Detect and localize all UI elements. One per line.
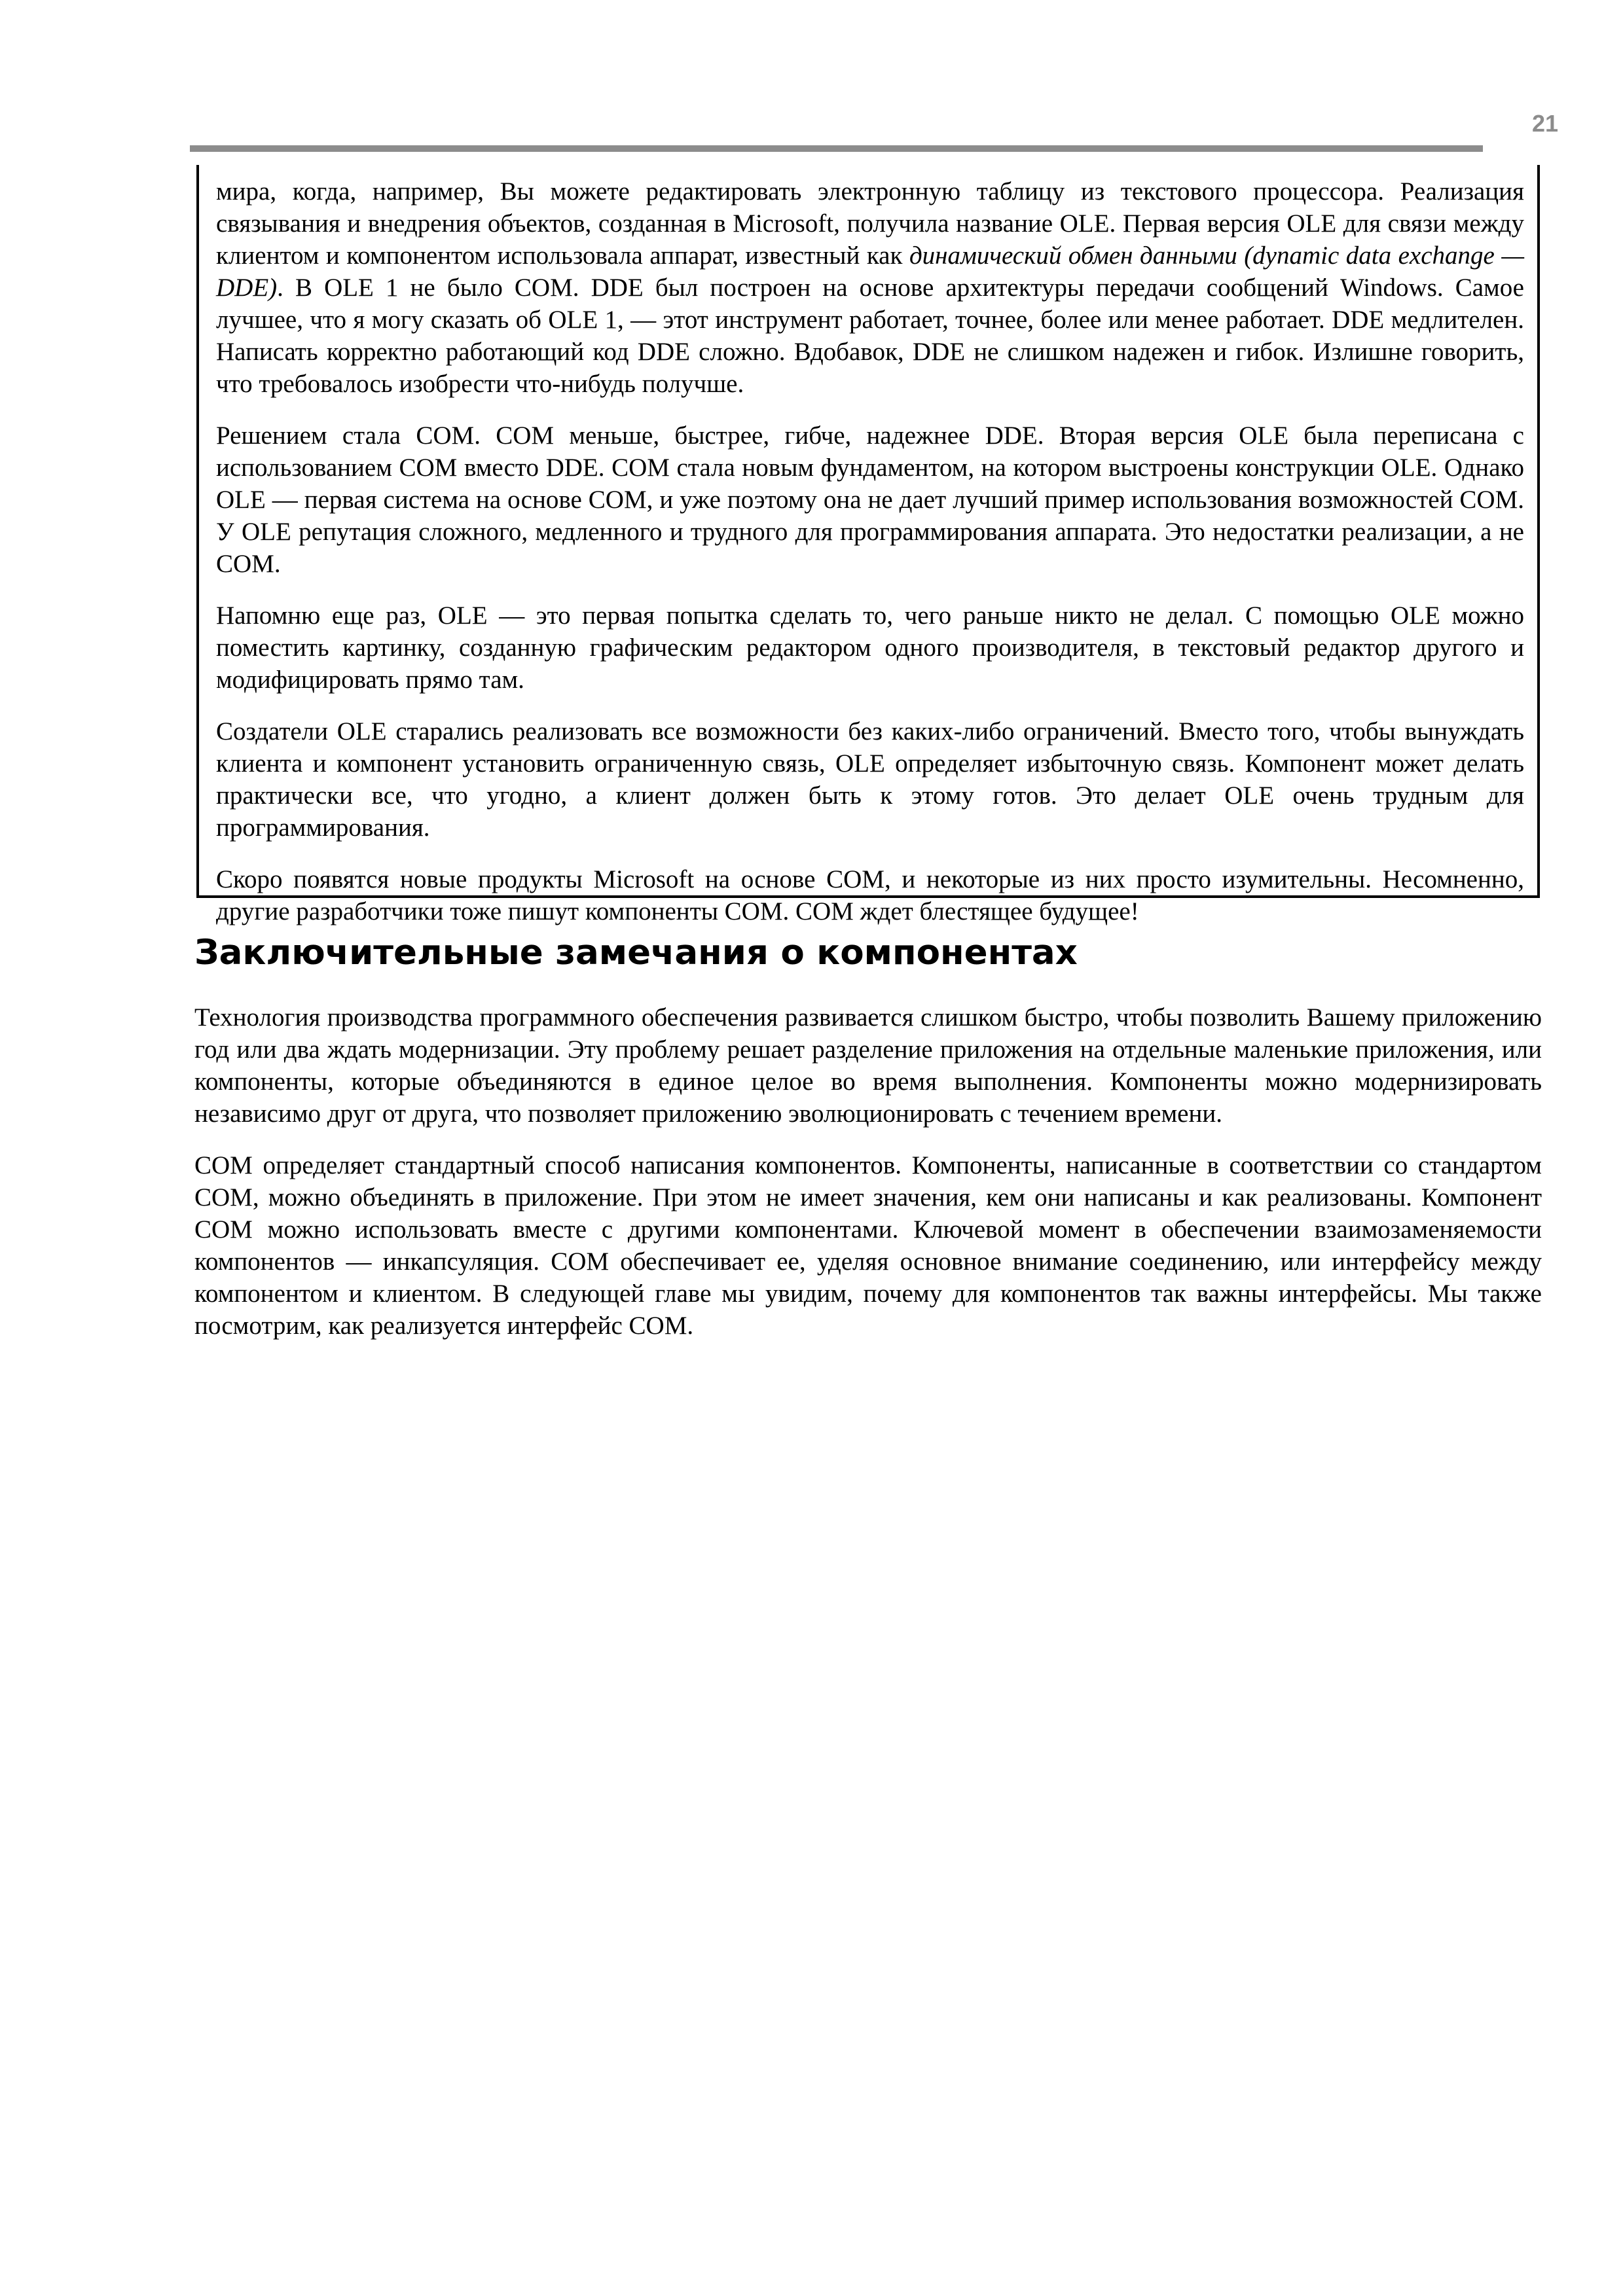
sidebar-paragraph-1-text-c: . В OLE 1 не было COM. DDE был построен на основе архитектуры передачи сообщений Windows. Самое лучшее, что я могу сказать об OLE 1, — этот инструмент работает, точнее, более или менее работает. DDE медлителен. Написать корректно работающий код DDE сложно. Вдобавок, DDE не слишком надежен и гибок. Излишне говорить, что требовалось изобрести что-нибудь получше.: [216, 274, 1524, 398]
section-heading: Заключительные замечания о компонентах: [194, 933, 1078, 973]
header-rule: [190, 145, 1483, 152]
sidebar-paragraph-1: [216, 175, 1524, 400]
sidebar-paragraph-5: Скоро появятся новые продукты Microsoft на основе COM, и некоторые из них просто изумительны. Несомненно, другие разработчики тоже пишут компоненты COM. COM ждет блестящее будущее!: [216, 865, 1524, 925]
sidebar-paragraph-4: Создатели OLE старались реализовать все возможности без каких-либо ограничений. Вместо того, чтобы вынуждать клиента и компонент установить ограниченную связь, OLE определяет избыточную связь. Компонент может делать практически все, что угодно, а клиент должен быть к этому готов. Это делает OLE очень трудным для программирования.: [216, 717, 1524, 842]
sidebar-box: [196, 165, 1540, 925]
section-paragraph-2: COM определяет стандартный способ написания компонентов. Компоненты, написанные в соответствии со стандартом COM, можно объединять в приложение. При этом не имеет значения, кем они написаны и как реализованы. Компонент COM можно использовать вместе с другими компонентами. Ключевой момент в обеспечении взаимозаменяемости компонентов — инкапсуляция. COM обеспечивает ее, уделяя основное внимание соединению, или интерфейсу между компонентом и клиентом. В следующей главе мы увидим, почему для компонентов так важны интерфейсы. Мы также посмотрим, как реализуется интерфейс COM.: [194, 1151, 1542, 1340]
section-paragraph-1: Технология производства программного обеспечения развивается слишком быстро, чтобы позволить Вашему приложению год или два ждать модернизации. Эту проблему решает разделение приложения на отдельные маленькие приложения, или компоненты, которые объединяются в единое целое во время выполнения. Компоненты можно модернизировать независимо друг от друга, что позволяет приложению эволюционировать с течением времени.: [194, 1003, 1542, 1128]
sidebar-paragraph-2: Решением стала COM. COM меньше, быстрее, гибче, надежнее DDE. Вторая версия OLE была переписана с использованием COM вместо DDE. COM стала новым фундаментом, на котором выстроены конструкции OLE. Однако OLE — первая система на основе COM, и уже поэтому она не дает лучший пример использования возможностей COM. У OLE репутация сложного, медленного и трудного для программирования аппарата. Это недостатки реализации, а не COM.: [216, 422, 1524, 578]
section-closing-notes: [194, 929, 1542, 1361]
page-number: 21: [1531, 110, 1558, 137]
sidebar-paragraph-1-italic-term: динамический обмен данными (dynamic data exchange — DDE): [216, 242, 1524, 302]
sidebar-paragraph-1-text-a: мира, когда, например, Вы можете редактировать электронную таблицу из текстового процессора. Реализация связывания и внедрения объектов, созданная в Microsoft, получила название OLE. Первая версия OLE для связи между клиентом и компонентом использовала аппарат, известный как: [216, 177, 1524, 270]
sidebar-paragraph-3: Напомню еще раз, OLE — это первая попытка сделать то, чего раньше никто не делал. С помощью OLE можно поместить картинку, созданную графическим редактором одного производителя, в текстовый редактор другого и модифицировать прямо там.: [216, 601, 1524, 694]
